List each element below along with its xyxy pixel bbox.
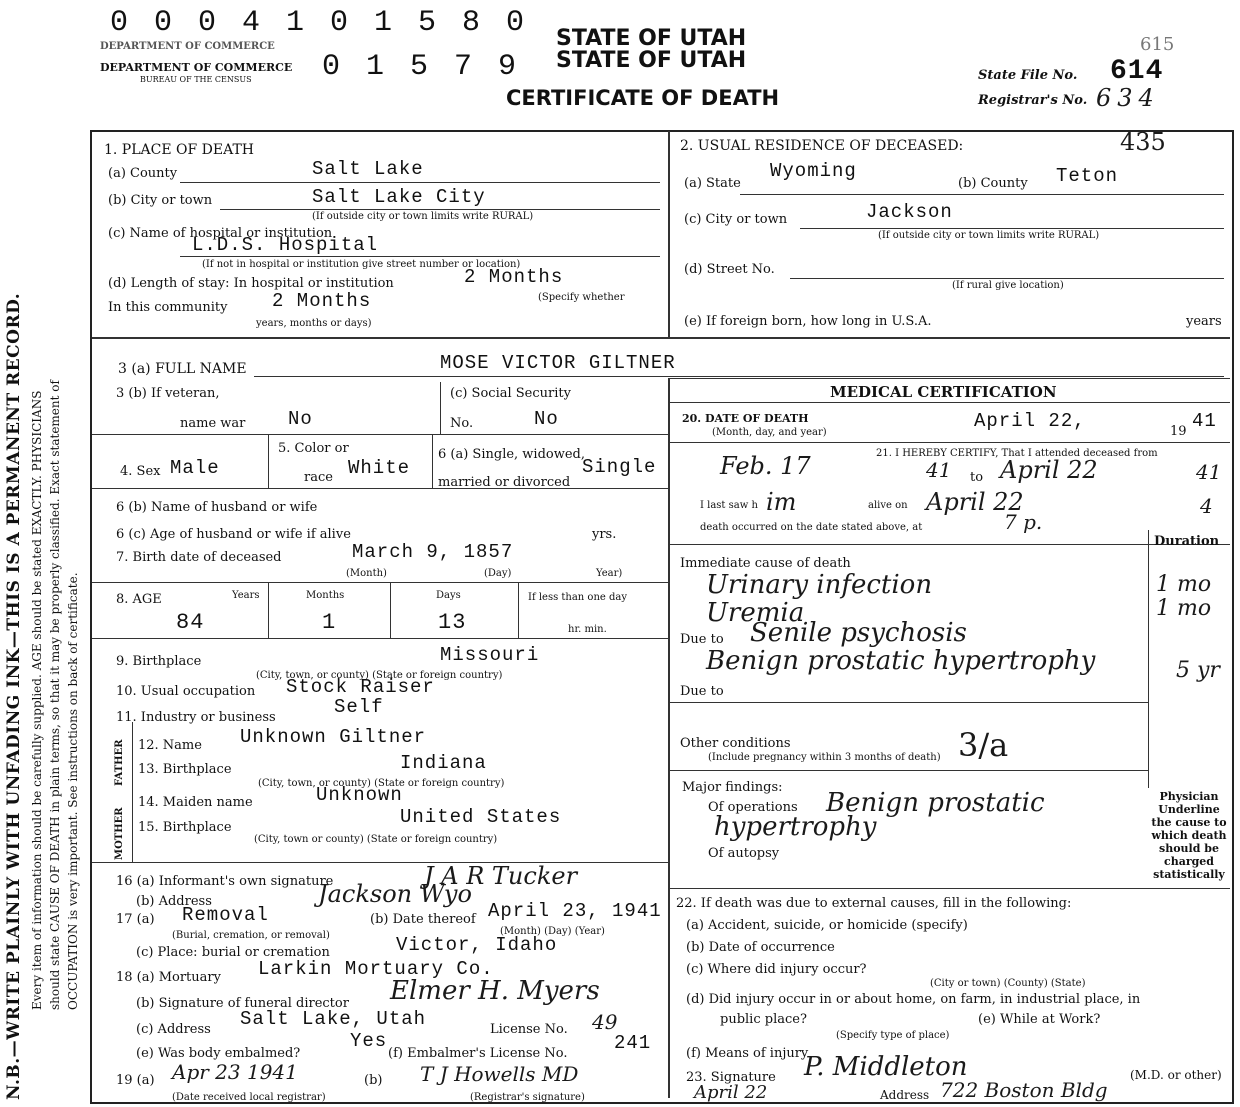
residence-heading: 2. USUAL RESIDENCE OF DECEASED:	[680, 138, 964, 154]
marital-status: Single	[582, 456, 657, 478]
operations-label: Of operations	[708, 800, 798, 815]
bureau: BUREAU OF THE CENSUS	[140, 75, 252, 84]
place-hospital-note: (If not in hospital or institution give street number or location)	[202, 259, 521, 270]
rule	[668, 442, 1230, 443]
funeral-director-signature: Elmer H. Myers	[390, 976, 600, 1006]
embalmed-label: (e) Was body embalmed?	[136, 1046, 301, 1061]
mortuary: Larkin Mortuary Co.	[258, 958, 494, 980]
mother-side-label: MOTHER	[114, 807, 125, 860]
age-label: 8. AGE	[116, 592, 162, 607]
signature-label: 23. Signature	[686, 1070, 776, 1085]
place-stay-community: 2 Months	[272, 290, 372, 312]
rule	[92, 862, 668, 863]
margin-instruction-2: should state CAUSE OF DEATH in plain terms, so that it may be properly classified. Exact statement of	[48, 380, 62, 1010]
place-heading: 1. PLACE OF DEATH	[104, 142, 254, 158]
external-c: (c) Where did injury occur?	[686, 962, 867, 977]
rule	[254, 376, 1224, 377]
rule	[668, 702, 1148, 703]
rule	[668, 888, 1230, 889]
rule	[268, 434, 269, 488]
attended-to: April 22	[1000, 456, 1098, 484]
mother-birthplace-label: 15. Birthplace	[138, 820, 232, 835]
findings-2: hypertrophy	[714, 812, 877, 842]
rule	[390, 582, 391, 638]
rule	[668, 770, 1148, 771]
residence-city: Jackson	[866, 201, 953, 223]
social-security: No	[534, 408, 559, 430]
place-city: Salt Lake City	[312, 186, 486, 208]
father-name-label: 12. Name	[138, 738, 202, 753]
license-label: License No.	[490, 1022, 568, 1037]
hr-min-label: hr. min.	[568, 624, 607, 635]
department-top: DEPARTMENT OF COMMERCE	[100, 41, 275, 52]
death-month-day: April 22,	[974, 410, 1086, 432]
registrar-signature-note: (Registrar's signature)	[470, 1092, 585, 1103]
place-hospital: L.D.S. Hospital	[192, 234, 379, 256]
informant-address-label: (b) Address	[136, 894, 212, 909]
cause-2: Uremia	[706, 598, 805, 628]
spouse-age-yrs: yrs.	[592, 527, 617, 542]
father-side-label: FATHER	[114, 739, 125, 786]
war-label: name war	[180, 416, 246, 431]
occupation-label: 10. Usual occupation	[116, 684, 256, 699]
signature-date: April 22	[694, 1082, 768, 1103]
embalmed: Yes	[350, 1030, 388, 1052]
birth-month-note: (Month)	[346, 568, 387, 579]
place-hospital-label: (c) Name of hospital or institution	[108, 226, 333, 241]
last-saw-year: 4	[1200, 494, 1213, 518]
residence-years: years	[1186, 314, 1222, 329]
place-county: Salt Lake	[312, 158, 424, 180]
residence-county: Teton	[1056, 165, 1119, 187]
external-f: (f) Means of injury	[686, 1046, 809, 1061]
residence-city-label: (c) City or town	[684, 212, 788, 227]
place-specify: (Specify whether	[538, 292, 625, 303]
received-note: (Date received local registrar)	[172, 1092, 326, 1103]
father-birthplace-label: 13. Birthplace	[138, 762, 232, 777]
informant-label: 16 (a) Informant's own signature	[116, 874, 334, 889]
state-file-number: 614	[1110, 56, 1164, 87]
burial-date-note: (Month) (Day) (Year)	[500, 926, 605, 937]
physician-note: Physician Underline the cause to which death should be charged statistically	[1151, 790, 1227, 881]
other-conditions-label: Other conditions	[680, 736, 791, 751]
rule	[92, 638, 668, 639]
birthplace-note: (City, town, or county) (State or foreign country)	[256, 670, 503, 681]
sex-label: 4. Sex	[120, 464, 161, 479]
place-city-label: (b) City or town	[108, 193, 213, 208]
ss-label: (c) Social Security	[450, 386, 571, 401]
state-title-top: STATE OF UTAH	[556, 26, 747, 51]
rule	[180, 256, 660, 257]
last-saw-label: I last saw h	[700, 500, 758, 511]
department: DEPARTMENT OF COMMERCE	[100, 61, 293, 74]
external-d-note: (Specify type of place)	[836, 1030, 950, 1041]
informant-signature: J A R Tucker	[424, 862, 578, 890]
duration-4: 5 yr	[1176, 658, 1220, 683]
death-date-label: 20. DATE OF DEATH	[682, 412, 809, 425]
external-d: (d) Did injury occur in or about home, on farm, in industrial place, in	[686, 992, 1141, 1007]
rule	[740, 194, 1224, 195]
age-months: 1	[322, 610, 337, 635]
sex: Male	[170, 457, 220, 479]
pregnancy-note: (Include pregnancy within 3 months of death)	[708, 752, 941, 763]
director-address-label: (c) Address	[136, 1022, 211, 1037]
due-to-label-1: Due to	[680, 632, 724, 647]
rule	[1148, 530, 1149, 788]
divider-main-vertical	[668, 378, 670, 1098]
rule	[432, 434, 433, 488]
birthplace: Missouri	[440, 644, 540, 666]
mother-maiden-name: Unknown	[316, 784, 403, 806]
burial-date: April 23, 1941	[488, 900, 662, 922]
age-days: 13	[438, 610, 467, 635]
cause-1: Urinary infection	[706, 570, 933, 600]
occupation: Stock Raiser	[286, 676, 435, 698]
less-than-day-label: If less than one day	[528, 592, 627, 603]
external-e: (e) While at Work?	[978, 1012, 1101, 1027]
place-county-label: (a) County	[108, 166, 178, 181]
certificate-title: CERTIFICATE OF DEATH	[506, 86, 780, 110]
place-community-label: In this community	[108, 300, 228, 315]
state-title: STATE OF UTAH	[556, 48, 747, 73]
industry: Self	[334, 696, 384, 718]
place-stay-label: (d) Length of stay: In hospital or institution	[108, 276, 394, 291]
birth-day-note: (Day)	[484, 568, 512, 579]
external-c-note: (City or town) (County) (State)	[930, 978, 1086, 989]
residence-rural-note: (If outside city or town limits write RURAL)	[878, 230, 1100, 241]
burial-method: Removal	[182, 904, 269, 926]
residence-number: 435	[1120, 128, 1166, 156]
death-year-prefix: 19	[1170, 424, 1187, 439]
md-note: (M.D. or other)	[1130, 1068, 1222, 1082]
rule	[132, 722, 133, 862]
external-b: (b) Date of occurrence	[686, 940, 835, 955]
informant-address: Jackson Wyo	[318, 880, 472, 908]
duration-1: 1 mo	[1156, 572, 1212, 597]
embalmer-license-label: (f) Embalmer's License No.	[388, 1046, 568, 1061]
age-years: 84	[176, 610, 205, 635]
immediate-cause-label: Immediate cause of death	[680, 556, 851, 571]
state-file-top: 615	[1140, 34, 1175, 55]
death-time: 7 p.	[1004, 510, 1043, 534]
embalmer-license: 241	[614, 1032, 652, 1054]
marital-label: 6 (a) Single, widowed, married or divorced	[438, 447, 586, 490]
physician-signature: P. Middleton	[804, 1052, 968, 1082]
registrar-signature: T J Howells MD	[420, 1062, 579, 1086]
mortuary-label: 18 (a) Mortuary	[116, 970, 221, 985]
cause-4: Benign prostatic hypertrophy	[706, 646, 1096, 676]
burial-place-label: (c) Place: burial or cremation	[136, 945, 330, 960]
spouse-age-label: 6 (c) Age of husband or wife if alive	[116, 527, 351, 542]
duration-label: Duration	[1154, 534, 1220, 549]
rule	[180, 182, 660, 183]
rule	[92, 582, 668, 583]
burial-note: (Burial, cremation, or removal)	[172, 930, 330, 941]
race-color-label: 5. Color or	[278, 441, 349, 456]
residence-state: Wyoming	[770, 160, 857, 182]
certificate-number-second: 0 1 5 7 9	[322, 50, 521, 84]
divider-medical	[668, 378, 1230, 379]
margin-notice: N.B.—WRITE PLAINLY WITH UNFADING INK—THIS IS A PERMANENT RECORD.	[4, 292, 24, 1100]
age-months-label: Months	[306, 590, 345, 601]
major-findings-label: Major findings:	[682, 780, 783, 795]
birthplace-label: 9. Birthplace	[116, 654, 202, 669]
attended-from: Feb. 17	[720, 452, 811, 480]
rule	[668, 402, 1230, 403]
margin-instruction-1: Every item of information should be carefully supplied. AGE should be stated EXACTLY. PHYSICIANS	[30, 390, 44, 1010]
residence-county-label: (b) County	[958, 176, 1028, 191]
veteran-label: 3 (b) If veteran,	[116, 386, 220, 401]
industry-label: 11. Industry or business	[116, 710, 276, 725]
residence-street-label: (d) Street No.	[684, 262, 775, 277]
divider-top-horizontal	[92, 337, 1230, 339]
rule	[518, 582, 519, 638]
attended-to-label: to	[970, 470, 984, 485]
burial-label: 17 (a)	[116, 912, 155, 927]
registrar-number: 634	[1096, 84, 1160, 112]
birth-date: March 9, 1857	[352, 541, 514, 563]
external-causes-label: 22. If death was due to external causes, fill in the following:	[676, 896, 1072, 911]
fullname-label: 3 (a) FULL NAME	[118, 361, 247, 377]
race: White	[348, 457, 411, 479]
margin-instruction-3: OCCUPATION is very important. See instructions on back of certificate.	[66, 572, 80, 1010]
certify-label: 21. I HEREBY CERTIFY, That I attended deceased from	[876, 448, 1158, 459]
rule	[92, 434, 668, 435]
age-days-label: Days	[436, 590, 461, 601]
findings-1: Benign prostatic	[826, 788, 1045, 818]
mother-maiden-label: 14. Maiden name	[138, 795, 253, 810]
received-date: Apr 23 1941	[172, 1060, 298, 1084]
place-rural-note: (If outside city or town limits write RURAL)	[312, 211, 534, 222]
medical-heading: MEDICAL CERTIFICATION	[830, 383, 1057, 401]
burial-place: Victor, Idaho	[396, 934, 558, 956]
fullname: MOSE VICTOR GILTNER	[440, 352, 676, 374]
last-saw: im	[766, 488, 797, 516]
place-units: years, months or days)	[256, 318, 372, 329]
mother-birthplace-note: (City, town or county) (State or foreign country)	[254, 834, 498, 845]
other-conditions: 3/a	[958, 726, 1009, 764]
attended-to-year: 41	[1196, 460, 1222, 484]
father-name: Unknown Giltner	[240, 726, 427, 748]
registrar-signature-label: (b)	[364, 1073, 383, 1088]
external-d-2: public place?	[720, 1012, 807, 1027]
state-file-label: State File No.	[978, 68, 1078, 83]
signature-address-label: Address	[880, 1088, 930, 1102]
license-number: 49	[592, 1010, 618, 1034]
veteran: No	[288, 408, 313, 430]
attended-from-year: 41	[926, 458, 952, 482]
residence-state-label: (a) State	[684, 176, 741, 191]
certificate-number-top: 0 0 0 4 1 0 1 5 8 0	[110, 6, 529, 40]
spouse-label: 6 (b) Name of husband or wife	[116, 500, 318, 515]
director-address: Salt Lake, Utah	[240, 1008, 427, 1030]
residence-foreign-label: (e) If foreign born, how long in U.S.A.	[684, 314, 932, 329]
place-stay-hospital: 2 Months	[464, 266, 564, 288]
alive-on-label: alive on	[868, 500, 908, 511]
external-a: (a) Accident, suicide, or homicide (specify)	[686, 918, 968, 933]
birth-year-note: Year)	[596, 568, 623, 579]
rule	[220, 209, 660, 210]
received-label: 19 (a)	[116, 1073, 155, 1088]
rule	[668, 544, 1230, 545]
burial-date-label: (b) Date thereof	[370, 912, 476, 927]
rule	[268, 582, 269, 638]
rule	[440, 382, 441, 434]
funeral-director-label: (b) Signature of funeral director	[136, 996, 349, 1011]
age-years-label: Years	[232, 590, 260, 601]
residence-rural-location: (If rural give location)	[952, 280, 1064, 291]
father-birthplace-note: (City, town, or county) (State or foreign country)	[258, 778, 505, 789]
rule	[92, 488, 668, 489]
mother-birthplace: United States	[400, 806, 562, 828]
death-year: 41	[1192, 410, 1217, 432]
death-time-label: death occurred on the date stated above, at	[700, 522, 923, 533]
autopsy-label: Of autopsy	[708, 846, 780, 861]
last-saw-date: April 22	[926, 488, 1024, 516]
birthdate-label: 7. Birth date of deceased	[116, 550, 282, 565]
signature-address: 722 Boston Bldg	[940, 1078, 1108, 1102]
father-birthplace: Indiana	[400, 752, 487, 774]
cause-3: Senile psychosis	[750, 618, 967, 648]
ss-no-label: No.	[450, 416, 474, 431]
rule	[790, 278, 1224, 279]
race-label: race	[304, 470, 333, 485]
due-to-label-2: Due to	[680, 684, 724, 699]
death-date-note: (Month, day, and year)	[712, 427, 827, 438]
rule	[800, 228, 1224, 229]
divider-top-vertical	[668, 131, 670, 337]
duration-2: 1 mo	[1156, 596, 1212, 621]
registrar-label: Registrar's No.	[978, 93, 1088, 108]
